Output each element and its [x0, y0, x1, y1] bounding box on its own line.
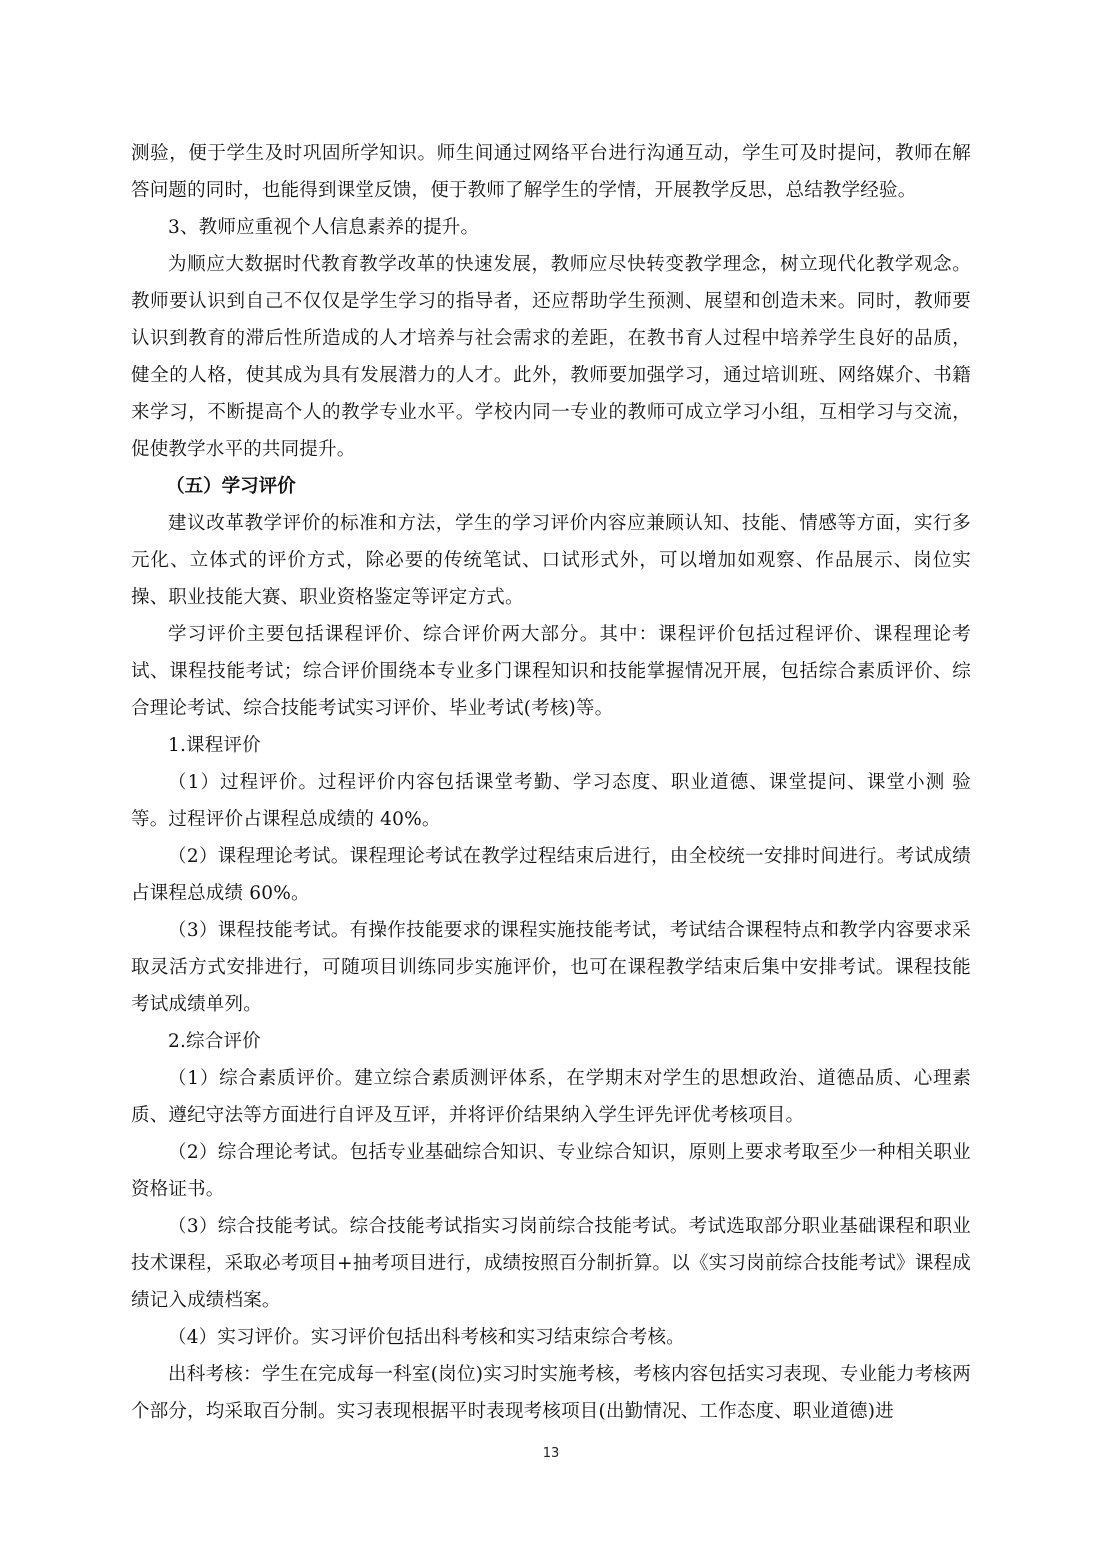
paragraph-skill-exam: （3）课程技能考试。有操作技能要求的课程实施技能考试，考试结合课程特点和教学内容要求采取灵活方式安排进行，可随项目训练同步实施评价，也可在课程教学结束后集中安排考试。课程技能考试成绩单列。	[131, 920, 971, 1015]
paragraph-item-3: 3、教师应重视个人信息素养的提升。	[168, 217, 480, 238]
paragraph-process-evaluation: （1）过程评价。过程评价内容包括课堂考勤、学习态度、职业道德、课堂提问、课堂小测 验等。过程评价占课程总成绩的 40%。	[131, 772, 971, 830]
document-body	[131, 135, 971, 1430]
paragraph-internship-evaluation: （4）实习评价。实习评价包括出科考核和实习结束综合考核。	[168, 1327, 685, 1348]
page-number: 13	[542, 1446, 560, 1461]
paragraph-comprehensive-skill: （3）综合技能考试。综合技能考试指实习岗前综合技能考试。考试选取部分职业基础课程和职业技术课程，采取必考项目+抽考项目进行，成绩按照百分制折算。以《实习岗前综合技能考试》课程成绩记入成绩档案。	[131, 1216, 971, 1311]
paragraph-quality-evaluation: （1）综合素质评价。建立综合素质测评体系，在学期末对学生的思想政治、道德品质、心理素质、遵纪守法等方面进行自评及互评，并将评价结果纳入学生评先评优考核项目。	[131, 1068, 971, 1126]
subheading-course-evaluation: 1.课程评价	[168, 735, 261, 756]
paragraph-evaluation-parts: 学习评价主要包括课程评价、综合评价两大部分。其中：课程评价包括过程评价、课程理论考试、课程技能考试；综合评价围绕本专业多门课程知识和技能掌握情况开展，包括综合素质评价、综合理论考试、综合技能考试实习评价、毕业考试(考核)等。	[131, 624, 971, 719]
paragraph-teacher-literacy: 为顺应大数据时代教育教学改革的快速发展，教师应尽快转变教学理念，树立现代化教学观念。教师要认识到自己不仅仅是学生学习的指导者，还应帮助学生预测、展望和创造未来。同时，教师要认识到教育的滞后性所造成的人才培养与社会需求的差距，在教书育人过程中培养学生良好的品质，健全的人格，使其成为具有发展潜力的人才。此外，教师要加强学习，通过培训班、网络媒介、书籍来学习，不断提高个人的教学专业水平。学校内同一专业的教师可成立学习小组，互相学习与交流，促使教学水平的共同提升。	[131, 254, 971, 460]
paragraph-continued: 测验，便于学生及时巩固所学知识。师生间通过网络平台进行沟通互动，学生可及时提问，教师在解答问题的同时，也能得到课堂反馈，便于教师了解学生的学情，开展教学反思，总结教学经验。	[131, 143, 971, 201]
paragraph-comprehensive-theory: （2）综合理论考试。包括专业基础综合知识、专业综合知识，原则上要求考取至少一种相关职业资格证书。	[131, 1142, 971, 1200]
section-heading-learning-evaluation: （五）学习评价	[166, 476, 296, 497]
paragraph-theory-exam: （2）课程理论考试。课程理论考试在教学过程结束后进行，由全校统一安排时间进行。考试成绩占课程总成绩 60%。	[131, 846, 971, 904]
subheading-comprehensive-evaluation: 2.综合评价	[168, 1031, 261, 1052]
paragraph-evaluation-reform: 建议改革教学评价的标准和方法，学生的学习评价内容应兼顾认知、技能、情感等方面，实行多元化、立体式的评价方式，除必要的传统笔试、口试形式外，可以增加如观察、作品展示、岗位实操、职业技能大赛、职业资格鉴定等评定方式。	[131, 513, 971, 608]
paragraph-department-assessment: 出科考核：学生在完成每一科室(岗位)实习时实施考核，考核内容包括实习表现、专业能力考核两个部分，均采取百分制。实习表现根据平时表现考核项目(出勤情况、工作态度、职业道德)进	[131, 1364, 971, 1422]
